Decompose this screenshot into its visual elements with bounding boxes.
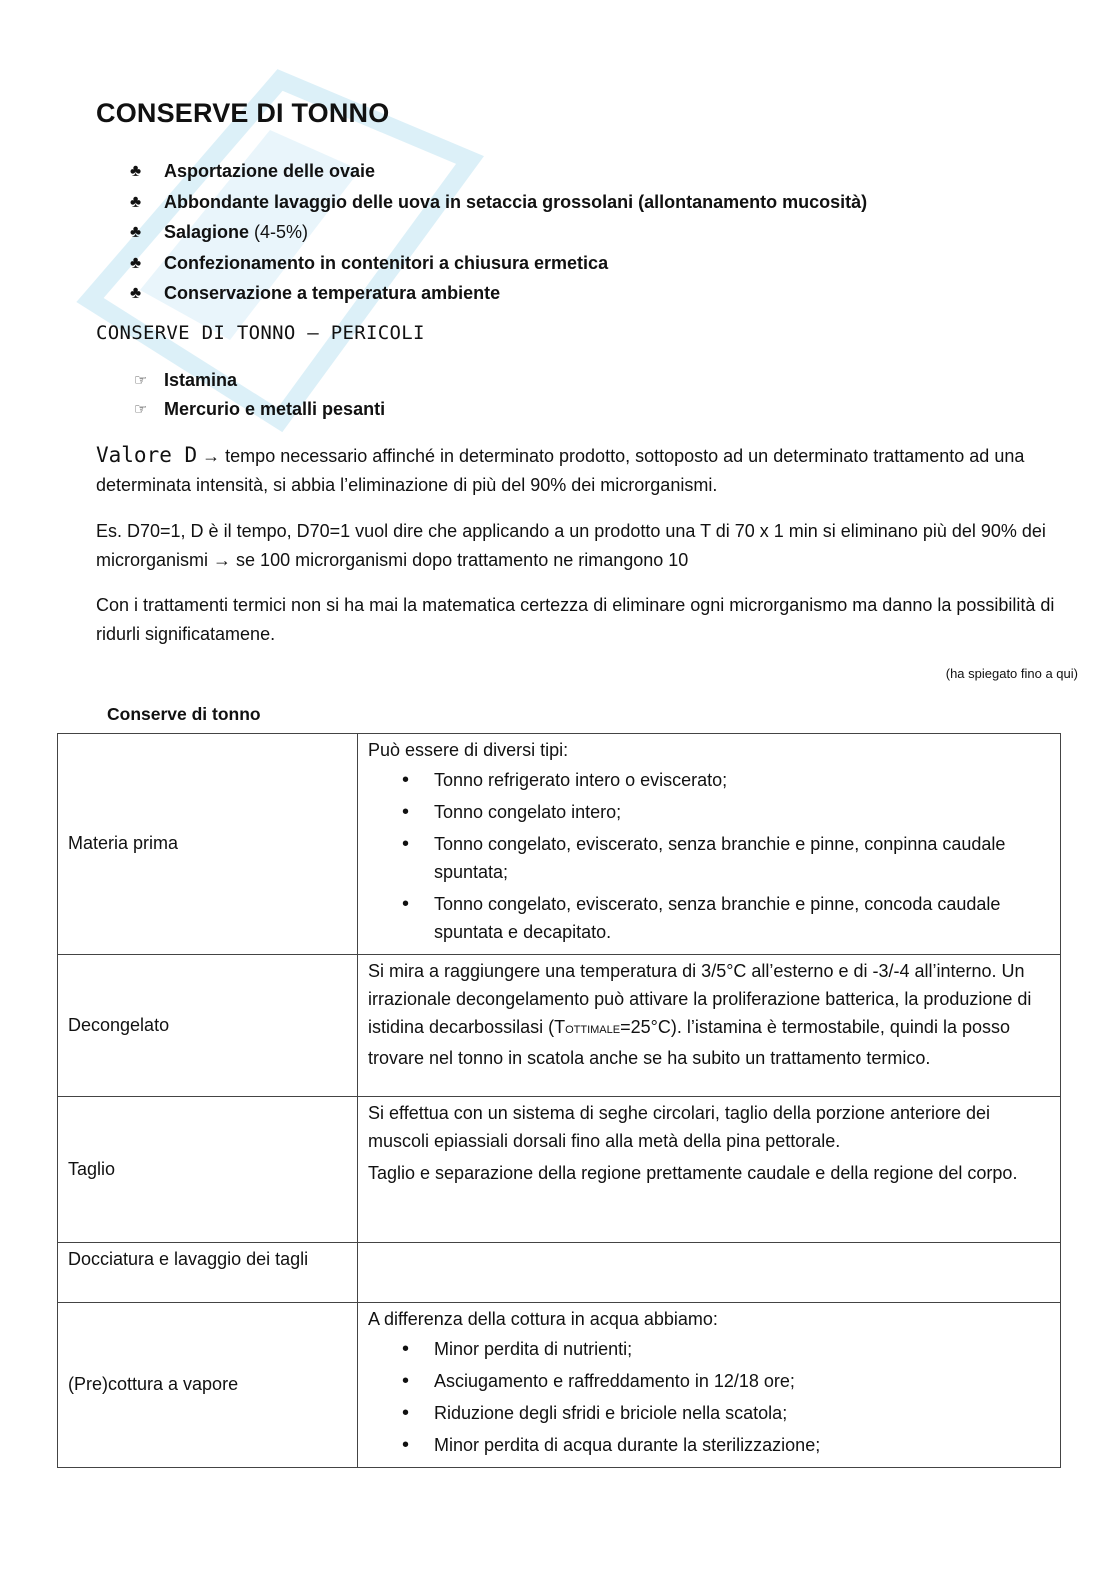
page-title: CONSERVE DI TONNO [96,98,390,128]
club-bullet-icon: ♣ [130,252,142,272]
arrow-icon: → [213,550,232,570]
list-item: • Minor perdita di acqua durante la sterilizzazione; [434,1431,1050,1459]
hazards-list [134,366,385,424]
row-label: Taglio [58,1097,358,1243]
row-content: Si mira a raggiungere una temperatura di 3/5°C all’esterno e di -3/-4 all’interno. Un irrazionale decongelamento può attivare la proliferazione batterica, la produzione di istidina decarbossilasi (TOTTIMALE=25°C). l’istamina è termostabile, quindi la posso trovare nel tonno in scatola anche se ha subito un trattamento termico. [358,955,1061,1097]
process-steps-list [130,156,867,309]
row-content: Si effettua con un sistema di seghe circolari, taglio della porzione anteriore dei muscoli epiassiali dorsali fino alla metà della pina pettorale. Taglio e separazione della regione prettamente caudale e della regione del corpo. [358,1097,1061,1243]
table-row [58,1303,1061,1468]
hazards-heading: CONSERVE DI TONNO – PERICOLI [96,322,425,344]
process-table [57,733,1061,1468]
list-item: ♣ Abbondante lavaggio delle uova in setaccia grossolani (allontanamento mucosità) [130,187,867,218]
list-item: ♣ Asportazione delle ovaie [130,156,867,187]
list-item: • Minor perdita di nutrienti; [434,1335,1050,1363]
row-label: (Pre)cottura a vapore [58,1303,358,1468]
club-bullet-icon: ♣ [130,191,142,211]
row-content: Può essere di diversi tipi: • Tonno refrigerato intero o eviscerato; • Tonno congelato intero; • Tonno congelato, eviscerato, senza branchie e pinne, conpinna caudale spuntata; • Tonno congelato, eviscerato, senza branchie e pinne, concoda caudale spuntata e decapitato. [358,734,1061,955]
list-item: • Asciugamento e raffreddamento in 12/18 ore; [434,1367,1050,1395]
row-label: Docciatura e lavaggio dei tagli [58,1243,358,1303]
list-item: ♣ Conservazione a temperatura ambiente [130,278,867,309]
table-row [58,1097,1061,1243]
table-caption: Conserve di tonno [107,704,261,724]
row-label: Materia prima [58,734,358,955]
club-bullet-icon: ♣ [130,161,142,180]
pointing-hand-icon: ☞ [134,372,148,389]
pointing-hand-icon: ☞ [134,401,148,418]
table-row [58,1243,1061,1303]
club-bullet-icon: ♣ [130,222,142,242]
list-item: • Tonno congelato intero; [434,798,1050,826]
row-content: A differenza della cottura in acqua abbiamo: • Minor perdita di nutrienti; • Asciugamento e raffreddamento in 12/18 ore; • Riduzione degli sfridi e briciole nella scatola; • Minor perdita di acqua durante la sterilizzazione; [358,1303,1061,1468]
list-item: ♣ Confezionamento in contenitori a chiusura ermetica [130,248,867,279]
list-item: ☞ Mercurio e metalli pesanti [134,395,385,424]
thermal-paragraph: Con i trattamenti termici non si ha mai la matematica certezza di eliminare ogni microrganismo ma danno la possibilità di ridurli significatamene. [96,595,1055,644]
list-item: • Tonno congelato, eviscerato, senza branchie e pinne, concoda caudale spuntata e decapitato. [434,890,1050,946]
club-bullet-icon: ♣ [130,283,142,303]
lecture-note: (ha spiegato fino a qui) [945,666,1078,681]
arrow-icon: → [202,446,221,466]
table-row [58,955,1061,1097]
list-item: ☞ Istamina [134,366,385,395]
list-item: ♣ Salagione (4-5%) [130,217,867,248]
list-item: • Tonno refrigerato intero o eviscerato; [434,766,1050,794]
row-label: Decongelato [58,955,358,1097]
table-row [58,734,1061,955]
list-item: • Tonno congelato, eviscerato, senza branchie e pinne, conpinna caudale spuntata; [434,830,1050,886]
valore-d-paragraph: Valore D → tempo necessario affinché in determinato prodotto, sottoposto ad un determinato trattamento ad una determinata intensità, si abbia l’eliminazione di più del 90% dei microrganismi. [96,443,1025,495]
list-item: • Riduzione degli sfridi e briciole nella scatola; [434,1399,1050,1427]
example-paragraph: Es. D70=1, D è il tempo, D70=1 vuol dire che applicando a un prodotto una T di 70 x 1 min si eliminano più del 90% dei microrganismi → se 100 microrganismi dopo trattamento ne rimangono 10 [96,521,1046,570]
row-content [358,1243,1061,1303]
